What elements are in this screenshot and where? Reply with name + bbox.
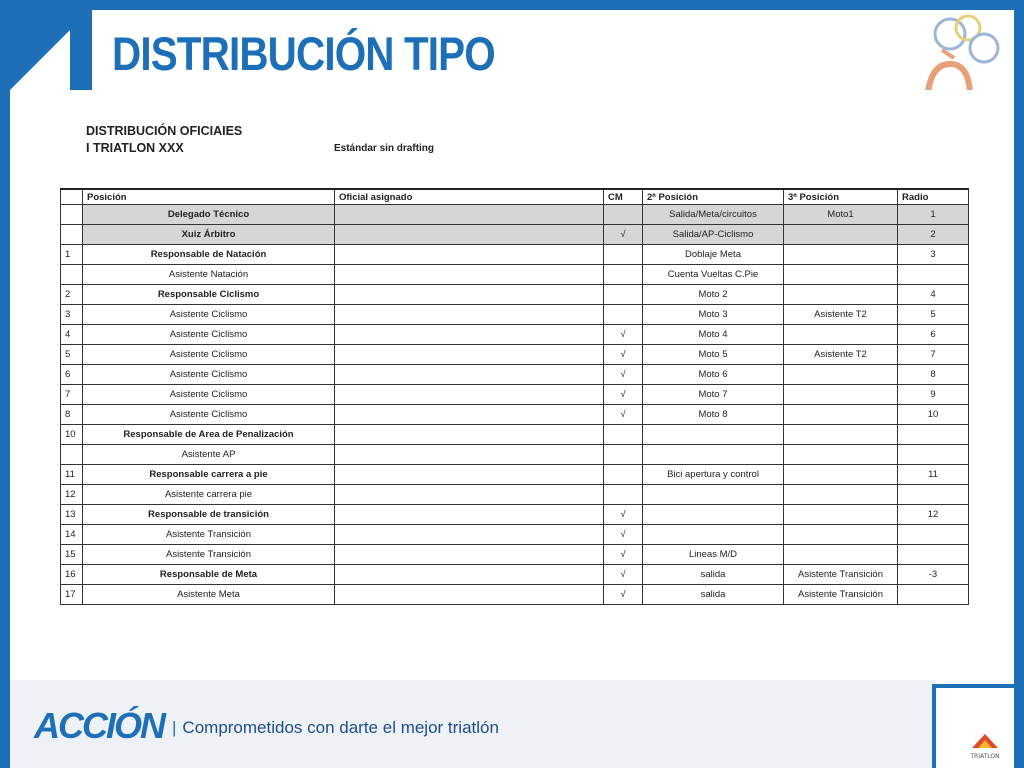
cell-radio <box>898 485 969 505</box>
cell-oficial <box>335 365 604 385</box>
cell-2a-posicion: Doblaje Meta <box>643 245 784 265</box>
cell-3a-posicion: Asistente T2 <box>784 305 898 325</box>
cell-posicion: Asistente Meta <box>83 585 335 605</box>
table-row <box>61 305 969 325</box>
cell-oficial <box>335 525 604 545</box>
cell-num: 11 <box>61 465 83 485</box>
document-title-line2: I TRIATLON XXX <box>86 141 184 155</box>
cell-cm <box>604 425 643 445</box>
cell-radio: 10 <box>898 405 969 425</box>
table-header-row <box>61 189 969 205</box>
cell-num: 15 <box>61 545 83 565</box>
cell-3a-posicion <box>784 385 898 405</box>
document-title <box>86 123 242 157</box>
cell-2a-posicion: salida <box>643 585 784 605</box>
cell-posicion: Xuiz Árbitro <box>83 225 335 245</box>
right-frame-bar <box>1014 0 1024 768</box>
cell-num <box>61 205 83 225</box>
cell-radio: -3 <box>898 565 969 585</box>
header-radio: Radio <box>898 189 969 205</box>
cell-2a-posicion: Moto 3 <box>643 305 784 325</box>
cell-2a-posicion: salida <box>643 565 784 585</box>
cell-3a-posicion: Moto1 <box>784 205 898 225</box>
cell-radio: 3 <box>898 245 969 265</box>
cell-posicion: Asistente Ciclismo <box>83 325 335 345</box>
cell-cm: √ <box>604 225 643 245</box>
cell-posicion: Asistente Ciclismo <box>83 365 335 385</box>
document-title-line1: DISTRIBUCIÓN OFICIAIES <box>86 124 243 138</box>
cell-2a-posicion: Cuenta Vueltas C.Pie <box>643 265 784 285</box>
cell-num <box>61 445 83 465</box>
cell-radio: 5 <box>898 305 969 325</box>
cell-radio: 7 <box>898 345 969 365</box>
cell-cm <box>604 445 643 465</box>
cell-3a-posicion: Asistente T2 <box>784 345 898 365</box>
cell-radio: 4 <box>898 285 969 305</box>
footer-tagline <box>172 718 499 738</box>
cell-cm <box>604 265 643 285</box>
top-frame-bar <box>0 0 1024 10</box>
cell-2a-posicion: Moto 2 <box>643 285 784 305</box>
table-row <box>61 585 969 605</box>
cell-oficial <box>335 385 604 405</box>
cell-radio <box>898 425 969 445</box>
cell-oficial <box>335 245 604 265</box>
rings-logo-icon <box>920 12 1004 96</box>
cell-num: 4 <box>61 325 83 345</box>
cell-oficial <box>335 445 604 465</box>
document-subtitle: Estándar sin drafting <box>334 143 435 154</box>
cell-num <box>61 265 83 285</box>
cell-3a-posicion <box>784 445 898 465</box>
table-row <box>61 565 969 585</box>
table-row <box>61 405 969 425</box>
cell-3a-posicion <box>784 325 898 345</box>
distribution-table <box>60 188 969 605</box>
cell-cm <box>604 245 643 265</box>
cell-radio: 11 <box>898 465 969 485</box>
cell-posicion: Responsable de Meta <box>83 565 335 585</box>
cell-2a-posicion <box>643 485 784 505</box>
table-body <box>61 205 969 605</box>
slide-title: DISTRIBUCIÓN TIPO <box>112 27 495 80</box>
cell-cm <box>604 305 643 325</box>
cell-oficial <box>335 305 604 325</box>
cell-num: 14 <box>61 525 83 545</box>
cell-oficial <box>335 465 604 485</box>
cell-posicion: Responsable de Natación <box>83 245 335 265</box>
cell-posicion: Asistente Ciclismo <box>83 345 335 365</box>
header-2a-posicion: 2ª Posición <box>643 189 784 205</box>
cell-oficial <box>335 345 604 365</box>
accion-logo: ACCIÓN <box>34 705 164 746</box>
cell-2a-posicion <box>643 445 784 465</box>
table-row <box>61 485 969 505</box>
cell-posicion: Asistente Ciclismo <box>83 385 335 405</box>
cell-posicion: Asistente Transición <box>83 525 335 545</box>
table-row <box>61 365 969 385</box>
cell-oficial <box>335 565 604 585</box>
cell-posicion: Asistente Natación <box>83 265 335 285</box>
header-oficial: Oficial asignado <box>335 189 604 205</box>
cell-cm: √ <box>604 525 643 545</box>
cell-oficial <box>335 505 604 525</box>
table-row <box>61 325 969 345</box>
cell-radio <box>898 585 969 605</box>
table-row <box>61 385 969 405</box>
cell-cm <box>604 285 643 305</box>
cell-2a-posicion: Moto 5 <box>643 345 784 365</box>
cell-num: 5 <box>61 345 83 365</box>
cell-3a-posicion <box>784 465 898 485</box>
table-row <box>61 465 969 485</box>
cell-2a-posicion: Moto 8 <box>643 405 784 425</box>
table-row <box>61 445 969 465</box>
cell-3a-posicion <box>784 265 898 285</box>
cell-cm: √ <box>604 505 643 525</box>
cell-posicion: Asistente carrera pie <box>83 485 335 505</box>
cell-2a-posicion: Moto 7 <box>643 385 784 405</box>
cell-cm <box>604 205 643 225</box>
tagline-text: Comprometidos con darte el mejor triatlón <box>182 718 499 737</box>
header-cm: CM <box>604 189 643 205</box>
cell-cm: √ <box>604 365 643 385</box>
cell-num: 1 <box>61 245 83 265</box>
cell-posicion: Asistente Transición <box>83 545 335 565</box>
cell-3a-posicion <box>784 285 898 305</box>
cell-3a-posicion <box>784 245 898 265</box>
cell-num: 16 <box>61 565 83 585</box>
cell-3a-posicion <box>784 365 898 385</box>
cell-cm: √ <box>604 385 643 405</box>
cell-cm: √ <box>604 345 643 365</box>
cell-3a-posicion: Asistente Transición <box>784 565 898 585</box>
cell-oficial <box>335 425 604 445</box>
cell-oficial <box>335 285 604 305</box>
top-left-corner-strip <box>70 0 92 96</box>
cell-3a-posicion <box>784 485 898 505</box>
cell-num: 8 <box>61 405 83 425</box>
cell-num <box>61 225 83 245</box>
cell-2a-posicion <box>643 525 784 545</box>
small-logo-text: TRIATLON <box>970 753 1000 760</box>
cell-3a-posicion: Asistente Transición <box>784 585 898 605</box>
cell-posicion: Responsable de Area de Penalización <box>83 425 335 445</box>
cell-cm: √ <box>604 585 643 605</box>
header-3a-posicion: 3ª Posición <box>784 189 898 205</box>
cell-2a-posicion: Lineas M/D <box>643 545 784 565</box>
table-row <box>61 505 969 525</box>
left-frame-bar <box>0 0 10 768</box>
cell-2a-posicion: Moto 6 <box>643 365 784 385</box>
table-row <box>61 245 969 265</box>
cell-2a-posicion: Moto 4 <box>643 325 784 345</box>
table-row <box>61 425 969 445</box>
table-row <box>61 205 969 225</box>
cell-num: 7 <box>61 385 83 405</box>
header-posicion: Posición <box>83 189 335 205</box>
cell-oficial <box>335 405 604 425</box>
cell-oficial <box>335 545 604 565</box>
table-row <box>61 225 969 245</box>
cell-cm <box>604 485 643 505</box>
cell-3a-posicion <box>784 405 898 425</box>
cell-3a-posicion <box>784 505 898 525</box>
cell-2a-posicion <box>643 425 784 445</box>
cell-posicion: Responsable de transición <box>83 505 335 525</box>
cell-3a-posicion <box>784 545 898 565</box>
cell-2a-posicion: Bici apertura y control <box>643 465 784 485</box>
cell-oficial <box>335 265 604 285</box>
cell-radio: 1 <box>898 205 969 225</box>
cell-radio <box>898 545 969 565</box>
tagline-separator: | <box>172 718 177 737</box>
cell-posicion: Asistente AP <box>83 445 335 465</box>
cell-num: 12 <box>61 485 83 505</box>
cell-radio: 2 <box>898 225 969 245</box>
triatlon-logo-icon <box>958 722 1012 762</box>
cell-3a-posicion <box>784 225 898 245</box>
cell-radio: 6 <box>898 325 969 345</box>
cell-posicion: Asistente Ciclismo <box>83 305 335 325</box>
cell-2a-posicion: Salida/AP-Ciclismo <box>643 225 784 245</box>
cell-3a-posicion <box>784 425 898 445</box>
cell-oficial <box>335 485 604 505</box>
cell-radio: 8 <box>898 365 969 385</box>
cell-3a-posicion <box>784 525 898 545</box>
cell-cm: √ <box>604 545 643 565</box>
cell-num: 6 <box>61 365 83 385</box>
cell-posicion: Responsable Ciclismo <box>83 285 335 305</box>
cell-posicion: Delegado Técnico <box>83 205 335 225</box>
header-num <box>61 189 83 205</box>
cell-num: 13 <box>61 505 83 525</box>
cell-2a-posicion: Salida/Meta/circuitos <box>643 205 784 225</box>
cell-cm: √ <box>604 565 643 585</box>
cell-num: 17 <box>61 585 83 605</box>
cell-num: 3 <box>61 305 83 325</box>
table-row <box>61 345 969 365</box>
cell-oficial <box>335 205 604 225</box>
cell-oficial <box>335 325 604 345</box>
cell-radio: 9 <box>898 385 969 405</box>
cell-2a-posicion <box>643 505 784 525</box>
cell-posicion: Responsable carrera a pie <box>83 465 335 485</box>
cell-radio: 12 <box>898 505 969 525</box>
cell-posicion: Asistente Ciclismo <box>83 405 335 425</box>
cell-cm: √ <box>604 325 643 345</box>
table-row <box>61 525 969 545</box>
cell-radio <box>898 265 969 285</box>
cell-cm <box>604 465 643 485</box>
cell-oficial <box>335 225 604 245</box>
cell-cm: √ <box>604 405 643 425</box>
cell-num: 2 <box>61 285 83 305</box>
cell-radio <box>898 445 969 465</box>
cell-radio <box>898 525 969 545</box>
cell-oficial <box>335 585 604 605</box>
table-row <box>61 545 969 565</box>
cell-num: 10 <box>61 425 83 445</box>
table-row <box>61 285 969 305</box>
table-row <box>61 265 969 285</box>
